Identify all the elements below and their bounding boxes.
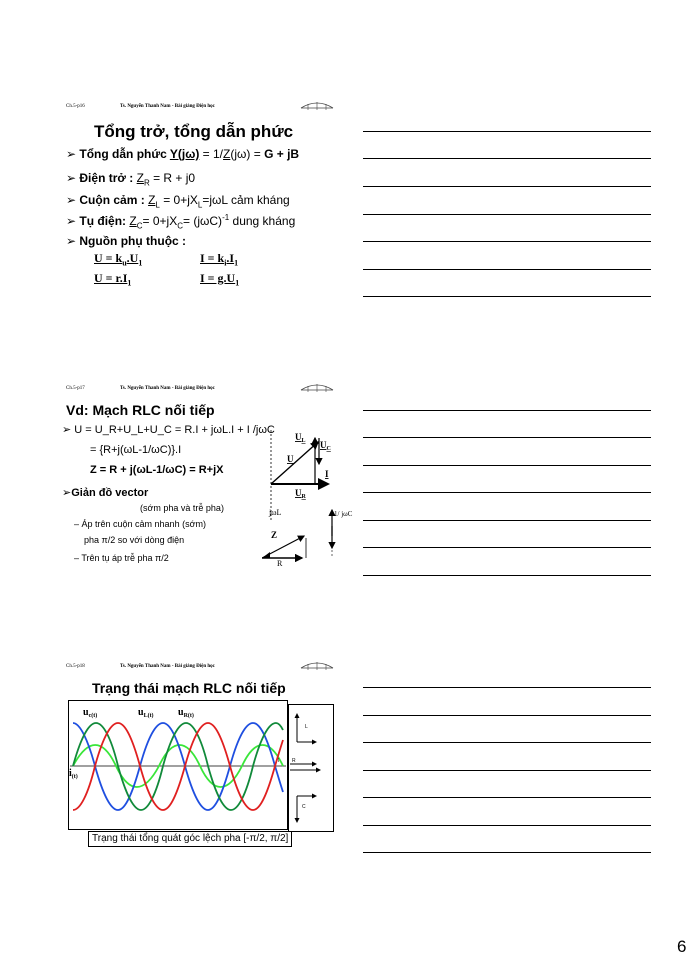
note-line [363,296,651,297]
phasor-r-label: R [292,758,296,764]
note-line [363,852,651,853]
note-line [363,715,651,716]
slide-header [62,660,358,674]
note-line [363,131,651,132]
phase-caption: Trạng thái tổng quát góc lệch pha [-π/2, π/2] [88,831,292,847]
equation-u-ri: $U = r.I_1$ [94,271,132,288]
r-label: R [277,559,283,566]
bridge-logo-icon [300,660,334,672]
phasor-states [276,704,336,832]
slide-header [62,382,358,396]
bullet-resistor: ➢ Điện trở : $Z_R = R + j0$ [66,171,196,188]
phasor-uc-label: $U_C$ [320,440,331,452]
equation-i-ki: $I = k_i.I_1$ [200,251,239,268]
rlc-vector-diagram [262,426,358,566]
bullet-admittance: ➢ Tổng dẫn phức Y(jω) = 1/Z(jω) = G + jB [66,147,300,161]
ul-wave [73,723,283,810]
slide-author: Ts. Nguyễn Thanh Nam - Bài giảng Điện học [120,664,215,669]
phasor-ul-label: $U_L$ [295,432,306,444]
slide-label: Ch.5-p18 [66,664,85,669]
note-line [363,547,651,548]
vector-diagram-heading: ➢Giản đồ vector [62,487,149,499]
slide-label: Ch.5-p17 [66,386,85,391]
rlc-impedance: Z = R + j(ωL-1/ωC) = R+jX [90,464,224,476]
phasor-i-label: I [278,758,280,764]
note-line [363,797,651,798]
slide-title: Vd: Mạch RLC nối tiếp [66,402,215,418]
equation-i-gu: $I = g.U_1$ [200,271,240,288]
uc-label: $u_{c(t)}$ [83,707,98,719]
note-line [363,214,651,215]
slide-header [62,100,358,114]
phasor-u-label: U [287,454,294,464]
capacitor-note: – Trên tụ áp trễ pha π/2 [74,553,169,563]
slide-author: Ts. Nguyễn Thanh Nam - Bài giảng Điện học [120,104,215,109]
jwc-label: 1/ jωC [334,510,353,518]
phasor-l-label: L [305,724,308,730]
i-wave [73,723,283,810]
ur-label: $u_{R(t)}$ [178,707,194,719]
uc-wave [73,723,283,810]
note-line [363,465,651,466]
bullet-dependent-source: ➢ Nguồn phụ thuộc : [66,234,187,248]
note-line [363,520,651,521]
equation-u-ku: $U = k_u.U_1$ [94,251,143,268]
bridge-logo-icon [300,100,334,112]
rlc-waveform-plot [68,700,288,830]
note-line [363,687,651,688]
phase-note: (sớm pha và trễ pha) [140,503,224,513]
inductor-note-2: pha π/2 so với dòng điện [84,535,185,545]
i-label: $i_{(t)}$ [69,768,78,780]
note-line [363,437,651,438]
note-line [363,269,651,270]
slide-1 [62,100,358,330]
page-number: 6 [677,937,687,956]
note-line [363,410,651,411]
note-line [363,575,651,576]
note-line [363,825,651,826]
bullet-inductor: ➢ Cuộn cảm : $Z_L = 0+jX_L=j\omega L$ cảm kháng [66,193,290,210]
rlc-voltage-sum: ➢ U = U_R+U_L+U_C = R.I + jωL.I + I /jωC [62,424,275,436]
slide-2 [62,382,358,612]
rlc-factored: = {R+j(ωL-1/ωC)}.I [90,444,182,456]
note-line [363,241,651,242]
phasor-c-label: C [302,804,306,810]
slide-author: Ts. Nguyễn Thanh Nam - Bài giảng Điện học [120,386,215,391]
slide-title: Trạng thái mạch RLC nối tiếp [92,680,286,696]
slide-3 [62,660,358,860]
slide-title: Tổng trở, tổng dẫn phức [94,122,294,141]
phasor-ur-label: $U_R$ [295,488,306,500]
note-line [363,770,651,771]
note-line [363,186,651,187]
note-line [363,742,651,743]
note-line [363,158,651,159]
slide-label: Ch.5-p16 [66,104,85,109]
bridge-logo-icon [300,382,334,394]
jwl-label: jωL [269,508,282,517]
z-label: Z [271,530,278,540]
bullet-capacitor: ➢ Tụ điện: $Z_C= 0+jX_C= (j\omega C)^{-1}$ dung kháng [66,213,296,231]
inductor-note: – Áp trên cuộn cảm nhanh (sớm) [74,519,206,529]
note-line [363,492,651,493]
phasor-i-label: I [325,469,329,479]
ul-label: $u_{L(t)}$ [138,707,154,719]
